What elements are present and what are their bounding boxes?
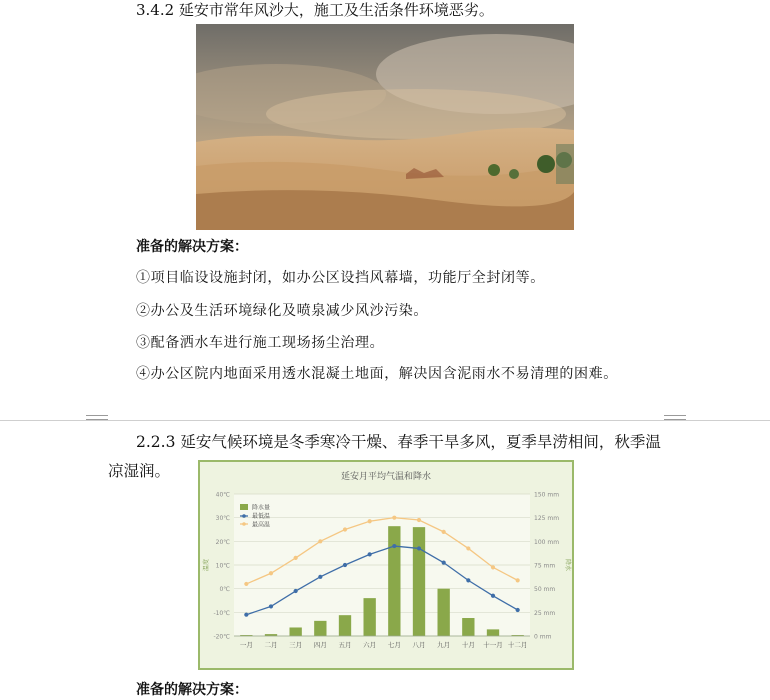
page-corner-mark-left (86, 412, 108, 422)
x-tick-label: 十二月 (507, 641, 528, 649)
min-temp-point (417, 546, 421, 550)
min-temp-point (466, 578, 470, 582)
x-tick-label: 二月 (264, 641, 278, 649)
x-tick-label: 一月 (239, 641, 253, 649)
page-break-line (0, 420, 770, 421)
min-temp-point (442, 561, 446, 565)
max-temp-point (343, 527, 347, 531)
max-temp-point (244, 582, 248, 586)
x-tick-label: 十一月 (483, 641, 503, 649)
max-temp-point (466, 546, 470, 550)
precip-bar (438, 589, 450, 636)
left-tick-label: 0℃ (219, 586, 230, 594)
legend-label: 降水量 (252, 504, 271, 512)
x-tick-label: 五月 (338, 641, 352, 649)
dusty-site-photo (196, 24, 574, 230)
solution-item-1: ①项目临设设施封闭，如办公区设挡风幕墙，功能厅全封闭等。 (136, 270, 545, 286)
page-corner-mark-right (664, 412, 686, 422)
precip-bar (339, 615, 351, 636)
right-tick-label: 150 mm (534, 491, 560, 499)
max-temp-point (516, 578, 520, 582)
left-axis-label: 温度 (203, 558, 210, 572)
solutions-title: 准备的解决方案： (136, 239, 248, 255)
x-tick-label: 三月 (289, 641, 303, 649)
min-temp-point (294, 589, 298, 593)
x-tick-label: 十月 (461, 641, 475, 649)
right-tick-label: 100 mm (534, 538, 560, 546)
legend-label: 最低温 (252, 513, 271, 520)
right-tick-label: 125 mm (534, 515, 560, 523)
left-tick-label: -10℃ (213, 609, 230, 617)
section-heading-3-4-2: 3.4.2 延安市常年风沙大，施工及生活条件环境恶劣。 (136, 1, 494, 19)
precip-bar (364, 598, 376, 636)
x-tick-label: 四月 (313, 641, 327, 649)
max-temp-point (442, 530, 446, 534)
min-temp-point (516, 608, 520, 612)
precip-bar (314, 621, 326, 636)
right-tick-label: 25 mm (534, 609, 556, 617)
x-tick-label: 九月 (437, 641, 451, 649)
min-temp-point (318, 575, 322, 579)
min-temp-point (343, 563, 347, 567)
section-heading-2-2-3-cont: 凉湿润。 (108, 462, 171, 480)
left-tick-label: 10℃ (215, 562, 230, 570)
max-temp-point (269, 571, 273, 575)
x-tick-label: 七月 (387, 641, 401, 649)
x-tick-label: 六月 (363, 641, 377, 649)
legend-dot-min (242, 514, 246, 518)
max-temp-point (318, 539, 322, 543)
left-tick-label: 30℃ (215, 515, 230, 523)
right-axis-label: 降水 (564, 558, 571, 572)
min-temp-point (491, 594, 495, 598)
precip-bar (388, 526, 400, 636)
right-tick-label: 50 mm (534, 586, 556, 594)
precip-bar (462, 618, 474, 636)
left-tick-label: 40℃ (215, 491, 230, 499)
legend-swatch-precip (240, 504, 248, 510)
right-tick-label: 0 mm (534, 633, 552, 641)
section-heading-2-2-3: 2.2.3 延安气候环境是冬季寒冷干燥、春季干旱多风，夏季旱涝相间，秋季温 (136, 433, 661, 451)
precip-bar (290, 627, 302, 636)
max-temp-point (294, 556, 298, 560)
min-temp-point (392, 544, 396, 548)
solutions-title-2: 准备的解决方案： (136, 682, 248, 698)
legend-label: 最高温 (252, 521, 271, 529)
max-temp-point (491, 565, 495, 569)
climate-chart (198, 460, 574, 670)
solution-item-3: ③配备洒水车进行施工现场扬尘治理。 (136, 335, 385, 351)
min-temp-point (244, 613, 248, 617)
x-tick-label: 八月 (412, 641, 426, 649)
max-temp-point (417, 518, 421, 522)
left-tick-label: -20℃ (213, 633, 230, 641)
left-tick-label: 20℃ (215, 538, 230, 546)
right-tick-label: 75 mm (534, 562, 556, 570)
chart-title: 延安月平均气温和降水 (340, 472, 432, 482)
precip-bar (487, 629, 499, 636)
precip-bar (413, 527, 425, 636)
max-temp-point (392, 516, 396, 520)
min-temp-point (368, 552, 372, 556)
min-temp-point (269, 604, 273, 608)
max-temp-point (368, 519, 372, 523)
solution-item-2: ②办公及生活环境绿化及喷泉减少风沙污染。 (136, 303, 428, 319)
legend-dot-max (242, 522, 246, 526)
solution-item-4: ④办公区院内地面采用透水混凝土地面，解决因含泥雨水不易清理的困难。 (136, 366, 618, 382)
